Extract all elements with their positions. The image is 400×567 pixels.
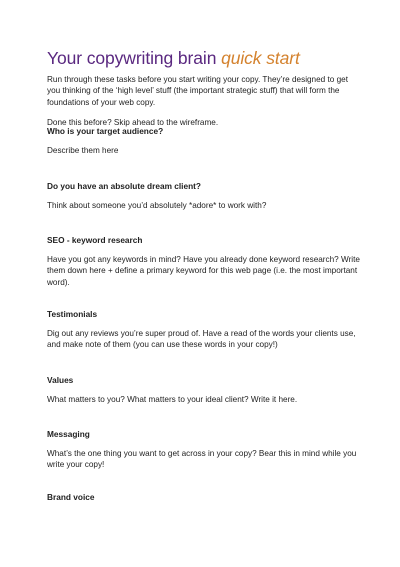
section-values	[47, 375, 360, 405]
section-body: Describe them here	[47, 146, 119, 155]
section-seo-keyword-research	[47, 235, 360, 288]
section-heading: Testimonials	[47, 309, 98, 319]
section-heading: Do you have an absolute dream client?	[47, 181, 201, 191]
section-body: What matters to you? What matters to your ideal client? Write it here.	[47, 395, 298, 404]
section-heading: Messaging	[47, 429, 90, 439]
section-heading: Values	[47, 375, 74, 385]
section-body: Have you got any keywords in mind? Have you already done keyword research? Write them down here + define a primary keyword for this web page (i.e. the most important word).	[47, 255, 360, 287]
section-messaging	[47, 429, 360, 471]
section-testimonials	[47, 309, 360, 351]
intro-paragraph: Run through these tasks before you start writing your copy. They’re designed to get you thinking of the ‘high level’ stuff (the important strategic stuff) that will form the foundations of your web copy.	[47, 75, 348, 107]
section-brand-voice	[47, 492, 360, 511]
section-heading: Who is your target audience?	[47, 126, 164, 136]
section-body: What’s the one thing you want to get across in your copy? Bear this in mind while you write your copy!	[47, 449, 357, 470]
section-target-audience	[47, 126, 360, 156]
page-title	[47, 48, 360, 68]
section-dream-client	[47, 181, 360, 211]
section-heading: SEO - keyword research	[47, 235, 143, 245]
intro-skip-note: Done this before? Skip ahead to the wireframe.	[47, 117, 219, 127]
page-title-accent: quick start	[221, 48, 300, 68]
section-body: Think about someone you’d absolutely *adore* to work with?	[47, 201, 267, 210]
section-heading: Brand voice	[47, 492, 95, 502]
section-body: Dig out any reviews you’re super proud of. Have a read of the words your clients use, and make note of them (you can use these words in your copy!)	[47, 329, 356, 350]
page-title-main: Your copywriting brain	[47, 48, 222, 68]
